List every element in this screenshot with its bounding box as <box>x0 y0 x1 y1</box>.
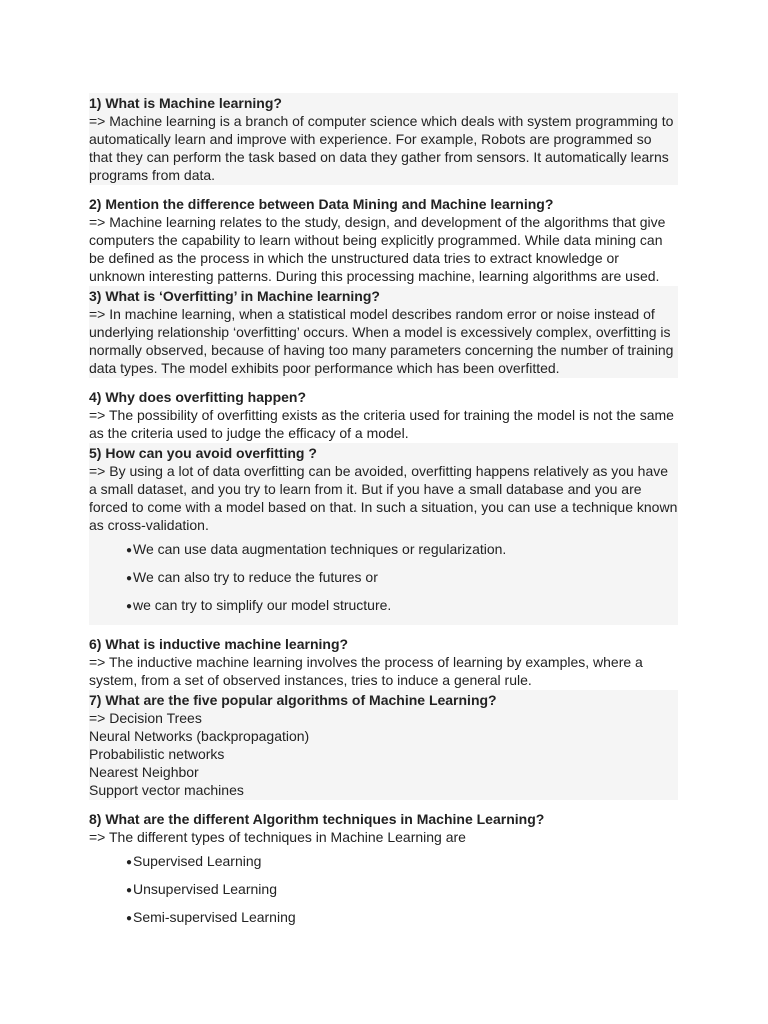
answer-line: Nearest Neighbor <box>89 764 199 780</box>
qa-item-6 <box>89 634 678 690</box>
answer-text: => In machine learning, when a statistical model describes random error or noise instead of underlying relationship ‘overfitting’ occurs. When a model is excessively complex, overfitting is normally observed, because of having too many parameters concerning the number of training data types. The model exhibits poor performance which has been overfitted. <box>89 306 674 376</box>
bullet-icon: ● <box>126 573 133 584</box>
list-item: ●we can try to simplify our model structure. <box>126 596 678 616</box>
answer-text: => The inductive machine learning involves the process of learning by examples, where a system, from a set of observed instances, tries to induce a general rule. <box>89 654 643 688</box>
answer-text: => Machine learning relates to the study, design, and development of the algorithms that give computers the capability to learn without being explicitly programmed. While data mining can be defined as the process in which the unstructured data tries to extract knowledge or unknown interesting patterns. During this processing machine, learning algorithms are used. <box>89 214 666 284</box>
answer-text: => The possibility of overfitting exists as the criteria used for training the model is not the same as the criteria used to judge the efficacy of a model. <box>89 407 674 441</box>
answer-line: Probabilistic networks <box>89 746 225 762</box>
answer-line: Support vector machines <box>89 782 244 798</box>
qa-item-7 <box>89 690 678 800</box>
list-item: ●We can use data augmentation techniques or regularization. <box>126 540 678 560</box>
bullet-icon: ● <box>126 857 133 868</box>
question-heading: 8) What are the different Algorithm techniques in Machine Learning? <box>89 811 545 827</box>
qa-item-5 <box>89 443 678 625</box>
bullet-icon: ● <box>126 545 133 556</box>
qa-item-2 <box>89 194 678 286</box>
answer-text: => Machine learning is a branch of computer science which deals with system programming to automatically learn and improve with experience. For example, Robots are programmed so that they can perform the task based on data they gather from sensors. It automatically learns programs from data. <box>89 113 674 183</box>
bullet-list <box>89 540 678 616</box>
list-item: ●Semi-supervised Learning <box>126 908 678 928</box>
answer-text: => By using a lot of data overfitting can be avoided, overfitting happens relatively as you have a small dataset, and you try to learn from it. But if you have a small database and you are forced to come with a model based on that. In such a situation, you can use a technique known as cross-validation. <box>89 463 678 533</box>
qa-item-3 <box>89 286 678 378</box>
qa-item-1 <box>89 93 678 185</box>
qa-item-8 <box>89 809 678 937</box>
bullet-icon: ● <box>126 913 133 924</box>
answer-line: Neural Networks (backpropagation) <box>89 728 310 744</box>
bullet-icon: ● <box>126 601 133 612</box>
document-page <box>89 93 678 937</box>
question-heading: 5) How can you avoid overfitting ? <box>89 445 317 461</box>
question-heading: 7) What are the five popular algorithms of Machine Learning? <box>89 692 497 708</box>
list-item: ●Unsupervised Learning <box>126 880 678 900</box>
question-heading: 1) What is Machine learning? <box>89 95 282 111</box>
bullet-list <box>89 852 678 928</box>
answer-line: => Decision Trees <box>89 710 202 726</box>
list-item: ●Supervised Learning <box>126 852 678 872</box>
list-item: ●We can also try to reduce the futures or <box>126 568 678 588</box>
qa-item-4 <box>89 387 678 443</box>
question-heading: 6) What is inductive machine learning? <box>89 636 349 652</box>
bullet-icon: ● <box>126 885 133 896</box>
question-heading: 4) Why does overfitting happen? <box>89 389 307 405</box>
question-heading: 2) Mention the difference between Data Mining and Machine learning? <box>89 196 554 212</box>
answer-text: => The different types of techniques in Machine Learning are <box>89 829 466 845</box>
question-heading: 3) What is ‘Overfitting’ in Machine learning? <box>89 288 380 304</box>
